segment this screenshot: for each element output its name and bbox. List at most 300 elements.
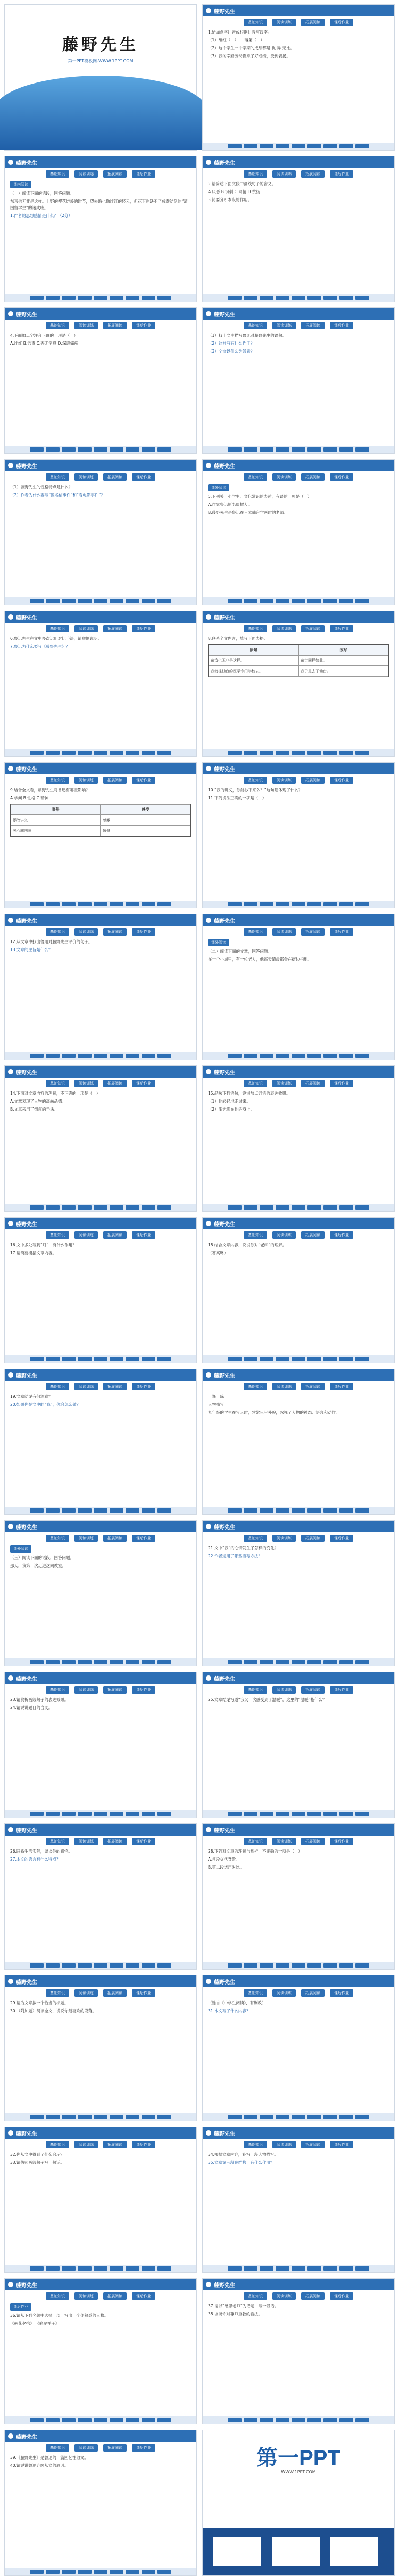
nav-button[interactable]: 课后作业: [330, 473, 353, 481]
footer-tab[interactable]: [94, 2266, 107, 2271]
footer-tab[interactable]: [110, 1660, 123, 1664]
nav-button[interactable]: 课后作业: [330, 777, 353, 784]
footer-tab[interactable]: [110, 1205, 123, 1210]
footer-tab[interactable]: [78, 1205, 92, 1210]
footer-tab[interactable]: [260, 1812, 273, 1816]
footer-tab[interactable]: [142, 902, 155, 906]
nav-button[interactable]: 拓展阅读: [103, 170, 127, 178]
nav-button[interactable]: 课后作业: [330, 1989, 353, 1997]
nav-button[interactable]: 拓展阅读: [103, 777, 127, 784]
footer-tab[interactable]: [46, 2266, 60, 2271]
footer-tab[interactable]: [355, 1963, 369, 1968]
footer-tab[interactable]: [62, 296, 76, 300]
footer-tab[interactable]: [30, 2115, 44, 2119]
nav-button[interactable]: 课后作业: [132, 1080, 155, 1087]
footer-tab[interactable]: [30, 1963, 44, 1968]
footer-tab[interactable]: [94, 1205, 107, 1210]
footer-tab[interactable]: [126, 751, 139, 755]
nav-button[interactable]: 基础知识: [244, 1686, 267, 1694]
nav-button[interactable]: 拓展阅读: [103, 928, 127, 936]
footer-tab[interactable]: [260, 2115, 273, 2119]
footer-tab[interactable]: [157, 296, 171, 300]
footer-tab[interactable]: [339, 447, 353, 452]
footer-tab[interactable]: [110, 2570, 123, 2574]
footer-tab[interactable]: [142, 1054, 155, 1058]
nav-button[interactable]: 拓展阅读: [301, 322, 325, 329]
footer-tab[interactable]: [292, 2418, 305, 2422]
footer-tab[interactable]: [355, 751, 369, 755]
nav-button[interactable]: 基础知识: [244, 625, 267, 632]
footer-tab[interactable]: [78, 2418, 92, 2422]
footer-tab[interactable]: [46, 2115, 60, 2119]
footer-tab[interactable]: [339, 2266, 353, 2271]
nav-button[interactable]: 拓展阅读: [103, 2444, 127, 2452]
footer-tab[interactable]: [339, 2115, 353, 2119]
footer-tab[interactable]: [228, 144, 242, 148]
footer-tab[interactable]: [228, 2115, 242, 2119]
nav-button[interactable]: 阅读训练: [272, 1383, 296, 1390]
footer-tab[interactable]: [355, 2115, 369, 2119]
footer-tab[interactable]: [142, 1812, 155, 1816]
footer-tab[interactable]: [228, 2418, 242, 2422]
nav-button[interactable]: 阅读训练: [272, 2292, 296, 2300]
nav-button[interactable]: 基础知识: [244, 1535, 267, 1542]
nav-button[interactable]: 基础知识: [46, 1838, 69, 1845]
footer-tab[interactable]: [323, 1963, 337, 1968]
nav-button[interactable]: 拓展阅读: [301, 1535, 325, 1542]
footer-tab[interactable]: [276, 2115, 289, 2119]
nav-button[interactable]: 课后作业: [330, 322, 353, 329]
footer-tab[interactable]: [78, 2570, 92, 2574]
nav-button[interactable]: 阅读训练: [74, 1080, 98, 1087]
footer-tab[interactable]: [126, 2570, 139, 2574]
nav-button[interactable]: 课后作业: [330, 1838, 353, 1845]
footer-tab[interactable]: [142, 751, 155, 755]
footer-tab[interactable]: [244, 144, 257, 148]
footer-tab[interactable]: [244, 751, 257, 755]
footer-tab[interactable]: [94, 902, 107, 906]
footer-tab[interactable]: [276, 1205, 289, 1210]
footer-tab[interactable]: [78, 1812, 92, 1816]
footer-tab[interactable]: [307, 2266, 321, 2271]
footer-tab[interactable]: [142, 2570, 155, 2574]
nav-button[interactable]: 拓展阅读: [301, 1838, 325, 1845]
footer-tab[interactable]: [62, 2570, 76, 2574]
footer-tab[interactable]: [323, 751, 337, 755]
nav-button[interactable]: 阅读训练: [272, 2141, 296, 2148]
nav-button[interactable]: 阅读训练: [74, 1383, 98, 1390]
footer-tab[interactable]: [126, 1054, 139, 1058]
footer-tab[interactable]: [244, 1660, 257, 1664]
footer-tab[interactable]: [292, 1205, 305, 1210]
footer-tab[interactable]: [228, 447, 242, 452]
footer-tab[interactable]: [244, 296, 257, 300]
footer-tab[interactable]: [292, 902, 305, 906]
footer-tab[interactable]: [307, 1205, 321, 1210]
footer-tab[interactable]: [228, 1660, 242, 1664]
footer-tab[interactable]: [110, 1054, 123, 1058]
nav-button[interactable]: 阅读训练: [272, 19, 296, 26]
nav-button[interactable]: 基础知识: [244, 322, 267, 329]
footer-tab[interactable]: [110, 2115, 123, 2119]
footer-tab[interactable]: [339, 2418, 353, 2422]
footer-tab[interactable]: [339, 902, 353, 906]
nav-button[interactable]: 基础知识: [46, 1989, 69, 1997]
footer-tab[interactable]: [323, 2418, 337, 2422]
footer-tab[interactable]: [110, 1812, 123, 1816]
nav-button[interactable]: 课后作业: [132, 322, 155, 329]
footer-tab[interactable]: [142, 1963, 155, 1968]
footer-tab[interactable]: [142, 2115, 155, 2119]
footer-tab[interactable]: [276, 447, 289, 452]
nav-button[interactable]: 阅读训练: [272, 170, 296, 178]
nav-button[interactable]: 阅读训练: [74, 473, 98, 481]
footer-tab[interactable]: [339, 1205, 353, 1210]
nav-button[interactable]: 拓展阅读: [103, 2141, 127, 2148]
nav-button[interactable]: 基础知识: [46, 2292, 69, 2300]
footer-tab[interactable]: [126, 902, 139, 906]
footer-tab[interactable]: [260, 144, 273, 148]
nav-button[interactable]: 课后作业: [330, 1686, 353, 1694]
nav-button[interactable]: 阅读训练: [272, 322, 296, 329]
nav-button[interactable]: 阅读训练: [74, 2292, 98, 2300]
footer-tab[interactable]: [276, 751, 289, 755]
footer-tab[interactable]: [126, 1205, 139, 1210]
footer-tab[interactable]: [94, 1963, 107, 1968]
footer-tab[interactable]: [276, 296, 289, 300]
footer-tab[interactable]: [142, 599, 155, 603]
footer-tab[interactable]: [260, 1357, 273, 1361]
footer-tab[interactable]: [323, 447, 337, 452]
footer-tab[interactable]: [276, 1660, 289, 1664]
footer-tab[interactable]: [244, 1357, 257, 1361]
nav-button[interactable]: 基础知识: [46, 625, 69, 632]
footer-tab[interactable]: [260, 1963, 273, 1968]
footer-tab[interactable]: [244, 447, 257, 452]
footer-tab[interactable]: [126, 296, 139, 300]
nav-button[interactable]: 课后作业: [330, 1383, 353, 1390]
footer-tab[interactable]: [126, 1963, 139, 1968]
footer-tab[interactable]: [30, 1054, 44, 1058]
nav-button[interactable]: 课后作业: [132, 2444, 155, 2452]
footer-tab[interactable]: [30, 2570, 44, 2574]
nav-button[interactable]: 拓展阅读: [103, 1838, 127, 1845]
footer-tab[interactable]: [142, 296, 155, 300]
footer-tab[interactable]: [46, 2418, 60, 2422]
footer-tab[interactable]: [78, 1054, 92, 1058]
footer-tab[interactable]: [292, 1508, 305, 1513]
footer-tab[interactable]: [46, 599, 60, 603]
footer-tab[interactable]: [46, 1205, 60, 1210]
footer-tab[interactable]: [110, 1508, 123, 1513]
footer-tab[interactable]: [355, 1054, 369, 1058]
footer-tab[interactable]: [260, 447, 273, 452]
footer-tab[interactable]: [46, 296, 60, 300]
nav-button[interactable]: 基础知识: [46, 928, 69, 936]
footer-tab[interactable]: [30, 1660, 44, 1664]
footer-tab[interactable]: [142, 1357, 155, 1361]
footer-tab[interactable]: [94, 2570, 107, 2574]
footer-tab[interactable]: [339, 1357, 353, 1361]
nav-button[interactable]: 阅读训练: [272, 1686, 296, 1694]
footer-tab[interactable]: [30, 1508, 44, 1513]
footer-tab[interactable]: [110, 902, 123, 906]
footer-tab[interactable]: [228, 1812, 242, 1816]
footer-tab[interactable]: [292, 144, 305, 148]
footer-tab[interactable]: [228, 296, 242, 300]
footer-tab[interactable]: [110, 2266, 123, 2271]
footer-tab[interactable]: [157, 902, 171, 906]
footer-tab[interactable]: [276, 2418, 289, 2422]
footer-tab[interactable]: [157, 2266, 171, 2271]
footer-tab[interactable]: [323, 1508, 337, 1513]
nav-button[interactable]: 拓展阅读: [301, 1231, 325, 1239]
footer-tab[interactable]: [276, 1054, 289, 1058]
nav-button[interactable]: 拓展阅读: [103, 1989, 127, 1997]
footer-tab[interactable]: [323, 1205, 337, 1210]
footer-tab[interactable]: [94, 1660, 107, 1664]
nav-button[interactable]: 拓展阅读: [301, 2292, 325, 2300]
footer-tab[interactable]: [126, 2266, 139, 2271]
nav-button[interactable]: 基础知识: [46, 1535, 69, 1542]
footer-tab[interactable]: [339, 1812, 353, 1816]
footer-tab[interactable]: [157, 2570, 171, 2574]
footer-tab[interactable]: [276, 2266, 289, 2271]
footer-tab[interactable]: [157, 1660, 171, 1664]
nav-button[interactable]: 课后作业: [132, 625, 155, 632]
nav-button[interactable]: 基础知识: [46, 2444, 69, 2452]
nav-button[interactable]: 基础知识: [46, 1686, 69, 1694]
footer-tab[interactable]: [339, 599, 353, 603]
nav-button[interactable]: 拓展阅读: [103, 1535, 127, 1542]
nav-button[interactable]: 课后作业: [132, 473, 155, 481]
nav-button[interactable]: 阅读训练: [74, 1535, 98, 1542]
footer-tab[interactable]: [142, 2418, 155, 2422]
nav-button[interactable]: 课后作业: [330, 1231, 353, 1239]
nav-button[interactable]: 阅读训练: [74, 1838, 98, 1845]
footer-tab[interactable]: [62, 599, 76, 603]
footer-tab[interactable]: [126, 2115, 139, 2119]
footer-tab[interactable]: [355, 296, 369, 300]
footer-tab[interactable]: [355, 1357, 369, 1361]
footer-tab[interactable]: [142, 1660, 155, 1664]
footer-tab[interactable]: [110, 1357, 123, 1361]
nav-button[interactable]: 基础知识: [46, 1080, 69, 1087]
nav-button[interactable]: 课后作业: [132, 1686, 155, 1694]
nav-button[interactable]: 拓展阅读: [103, 1231, 127, 1239]
footer-tab[interactable]: [355, 1205, 369, 1210]
footer-tab[interactable]: [323, 1812, 337, 1816]
footer-tab[interactable]: [228, 2266, 242, 2271]
footer-tab[interactable]: [292, 447, 305, 452]
footer-tab[interactable]: [307, 1660, 321, 1664]
footer-tab[interactable]: [244, 2418, 257, 2422]
footer-tab[interactable]: [62, 1660, 76, 1664]
nav-button[interactable]: 课后作业: [330, 170, 353, 178]
footer-tab[interactable]: [62, 751, 76, 755]
nav-button[interactable]: 课后作业: [330, 928, 353, 936]
footer-tab[interactable]: [228, 1508, 242, 1513]
footer-tab[interactable]: [323, 1054, 337, 1058]
footer-tab[interactable]: [94, 447, 107, 452]
footer-tab[interactable]: [355, 1660, 369, 1664]
footer-tab[interactable]: [260, 2266, 273, 2271]
footer-tab[interactable]: [339, 751, 353, 755]
footer-tab[interactable]: [260, 599, 273, 603]
nav-button[interactable]: 基础知识: [244, 2292, 267, 2300]
footer-tab[interactable]: [94, 2418, 107, 2422]
nav-button[interactable]: 课后作业: [330, 1535, 353, 1542]
footer-tab[interactable]: [307, 1357, 321, 1361]
nav-button[interactable]: 课后作业: [330, 1080, 353, 1087]
footer-tab[interactable]: [110, 599, 123, 603]
footer-tab[interactable]: [355, 1508, 369, 1513]
nav-button[interactable]: 基础知识: [244, 473, 267, 481]
nav-button[interactable]: 课后作业: [132, 1383, 155, 1390]
footer-tab[interactable]: [78, 296, 92, 300]
footer-tab[interactable]: [292, 599, 305, 603]
footer-tab[interactable]: [244, 2115, 257, 2119]
footer-tab[interactable]: [292, 1812, 305, 1816]
footer-tab[interactable]: [355, 1812, 369, 1816]
footer-tab[interactable]: [126, 1508, 139, 1513]
footer-tab[interactable]: [260, 1508, 273, 1513]
footer-tab[interactable]: [339, 1054, 353, 1058]
footer-tab[interactable]: [292, 296, 305, 300]
footer-tab[interactable]: [126, 2418, 139, 2422]
nav-button[interactable]: 阅读训练: [74, 625, 98, 632]
nav-button[interactable]: 拓展阅读: [301, 1080, 325, 1087]
nav-button[interactable]: 阅读训练: [74, 2141, 98, 2148]
footer-tab[interactable]: [339, 1660, 353, 1664]
nav-button[interactable]: 基础知识: [46, 473, 69, 481]
footer-tab[interactable]: [292, 2266, 305, 2271]
footer-tab[interactable]: [292, 1357, 305, 1361]
nav-button[interactable]: 阅读训练: [74, 1686, 98, 1694]
footer-tab[interactable]: [355, 144, 369, 148]
footer-tab[interactable]: [244, 1205, 257, 1210]
footer-tab[interactable]: [323, 2266, 337, 2271]
nav-button[interactable]: 课后作业: [132, 1838, 155, 1845]
footer-tab[interactable]: [30, 599, 44, 603]
nav-button[interactable]: 阅读训练: [74, 170, 98, 178]
footer-tab[interactable]: [276, 1508, 289, 1513]
nav-button[interactable]: 基础知识: [244, 928, 267, 936]
footer-tab[interactable]: [292, 2115, 305, 2119]
footer-tab[interactable]: [30, 296, 44, 300]
footer-tab[interactable]: [307, 296, 321, 300]
footer-tab[interactable]: [157, 1054, 171, 1058]
nav-button[interactable]: 基础知识: [46, 322, 69, 329]
footer-tab[interactable]: [339, 1508, 353, 1513]
footer-tab[interactable]: [78, 2266, 92, 2271]
footer-tab[interactable]: [157, 1205, 171, 1210]
footer-tab[interactable]: [94, 1508, 107, 1513]
footer-tab[interactable]: [30, 2418, 44, 2422]
footer-tab[interactable]: [46, 2570, 60, 2574]
footer-tab[interactable]: [276, 902, 289, 906]
footer-tab[interactable]: [276, 599, 289, 603]
footer-tab[interactable]: [355, 2266, 369, 2271]
footer-tab[interactable]: [307, 447, 321, 452]
footer-tab[interactable]: [228, 1963, 242, 1968]
nav-button[interactable]: 课后作业: [330, 19, 353, 26]
footer-tab[interactable]: [307, 1054, 321, 1058]
nav-button[interactable]: 基础知识: [244, 1231, 267, 1239]
footer-tab[interactable]: [46, 1357, 60, 1361]
footer-tab[interactable]: [46, 1660, 60, 1664]
footer-tab[interactable]: [78, 1357, 92, 1361]
footer-tab[interactable]: [323, 2115, 337, 2119]
nav-button[interactable]: 拓展阅读: [301, 1383, 325, 1390]
footer-tab[interactable]: [94, 599, 107, 603]
nav-button[interactable]: 阅读训练: [272, 928, 296, 936]
footer-tab[interactable]: [292, 1660, 305, 1664]
nav-button[interactable]: 阅读训练: [74, 1231, 98, 1239]
footer-tab[interactable]: [276, 1357, 289, 1361]
footer-tab[interactable]: [307, 1508, 321, 1513]
footer-tab[interactable]: [228, 1054, 242, 1058]
footer-tab[interactable]: [126, 599, 139, 603]
footer-tab[interactable]: [244, 1963, 257, 1968]
footer-tab[interactable]: [30, 751, 44, 755]
footer-tab[interactable]: [110, 751, 123, 755]
footer-tab[interactable]: [110, 296, 123, 300]
footer-tab[interactable]: [260, 1205, 273, 1210]
nav-button[interactable]: 课后作业: [132, 1989, 155, 1997]
nav-button[interactable]: 课后作业: [330, 2292, 353, 2300]
footer-tab[interactable]: [142, 447, 155, 452]
nav-button[interactable]: 拓展阅读: [301, 2141, 325, 2148]
footer-tab[interactable]: [260, 751, 273, 755]
nav-button[interactable]: 阅读训练: [74, 928, 98, 936]
footer-tab[interactable]: [307, 751, 321, 755]
footer-tab[interactable]: [94, 751, 107, 755]
footer-tab[interactable]: [62, 1963, 76, 1968]
footer-tab[interactable]: [228, 599, 242, 603]
footer-tab[interactable]: [339, 1963, 353, 1968]
footer-tab[interactable]: [307, 599, 321, 603]
footer-tab[interactable]: [157, 2418, 171, 2422]
footer-tab[interactable]: [78, 751, 92, 755]
footer-tab[interactable]: [30, 1205, 44, 1210]
footer-tab[interactable]: [62, 2266, 76, 2271]
footer-tab[interactable]: [94, 1357, 107, 1361]
footer-tab[interactable]: [244, 1054, 257, 1058]
footer-tab[interactable]: [228, 902, 242, 906]
footer-tab[interactable]: [157, 1812, 171, 1816]
footer-tab[interactable]: [78, 902, 92, 906]
footer-tab[interactable]: [292, 751, 305, 755]
footer-tab[interactable]: [355, 447, 369, 452]
footer-tab[interactable]: [244, 1508, 257, 1513]
footer-tab[interactable]: [244, 1812, 257, 1816]
footer-tab[interactable]: [46, 902, 60, 906]
footer-tab[interactable]: [94, 2115, 107, 2119]
footer-tab[interactable]: [46, 1054, 60, 1058]
footer-tab[interactable]: [30, 902, 44, 906]
nav-button[interactable]: 拓展阅读: [301, 170, 325, 178]
footer-tab[interactable]: [142, 1205, 155, 1210]
footer-tab[interactable]: [78, 1660, 92, 1664]
footer-tab[interactable]: [126, 1660, 139, 1664]
footer-tab[interactable]: [307, 1812, 321, 1816]
footer-tab[interactable]: [339, 144, 353, 148]
footer-tab[interactable]: [276, 144, 289, 148]
footer-tab[interactable]: [339, 296, 353, 300]
nav-button[interactable]: 拓展阅读: [103, 473, 127, 481]
footer-tab[interactable]: [46, 751, 60, 755]
